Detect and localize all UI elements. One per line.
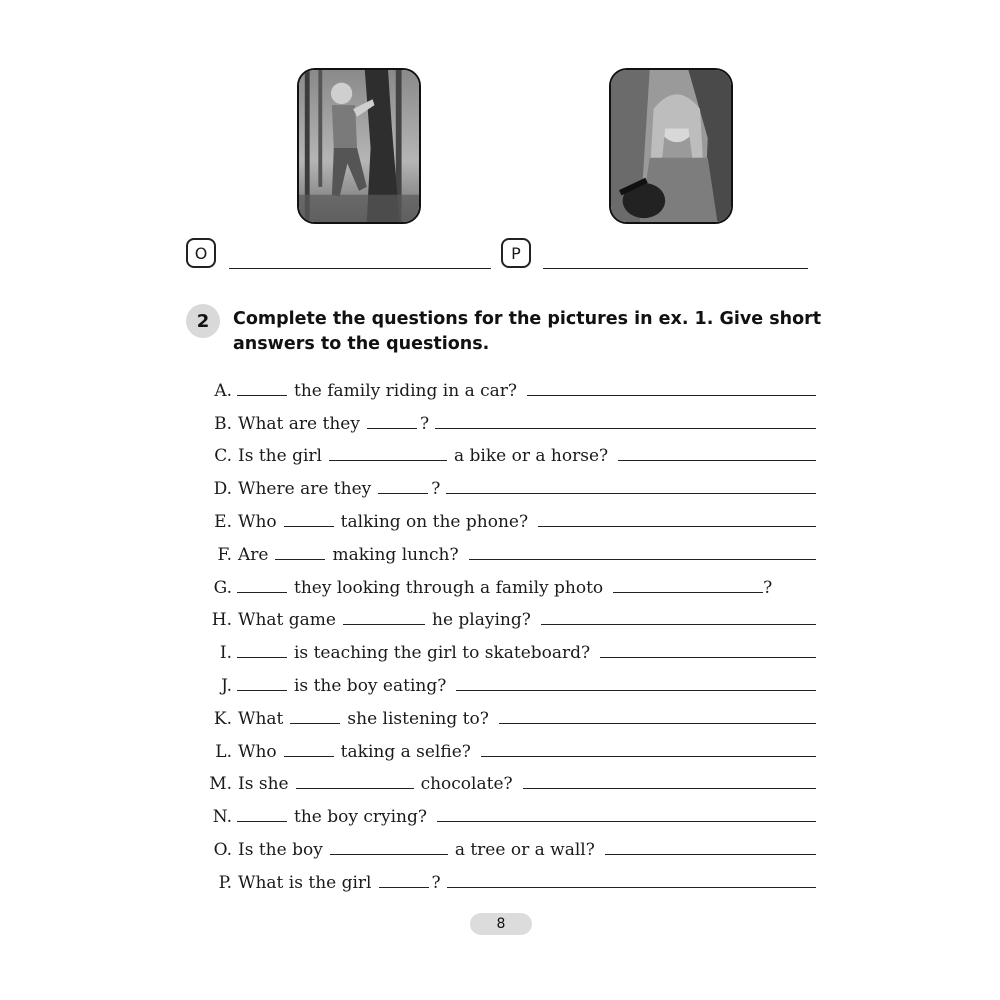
question-text: What is the girl	[238, 872, 372, 893]
photo-girl-with-guitar	[609, 68, 733, 224]
question-text: making lunch?	[332, 544, 459, 565]
question-blank[interactable]	[237, 395, 287, 396]
answer-line[interactable]	[456, 690, 816, 691]
question-k	[200, 696, 816, 729]
answer-line[interactable]	[523, 788, 816, 789]
question-blank[interactable]	[330, 854, 448, 855]
question-i	[200, 630, 816, 663]
question-blank[interactable]	[237, 690, 287, 691]
question-text: ?	[419, 413, 430, 434]
picture-p-answer-line[interactable]	[543, 268, 808, 269]
question-label: O.	[213, 839, 232, 860]
answer-line[interactable]	[618, 460, 816, 461]
question-text: they looking through a family photo	[294, 577, 604, 598]
question-blank[interactable]	[237, 657, 287, 658]
exercise-number-badge: 2	[186, 304, 220, 338]
exercise-instruction: Complete the questions for the pictures in ex. 1. Give short answers to the questions.	[233, 309, 822, 354]
question-label: D.	[213, 479, 232, 500]
question-label: A.	[214, 380, 232, 401]
answer-line[interactable]	[481, 756, 816, 757]
question-o	[200, 827, 816, 860]
question-blank[interactable]	[379, 887, 429, 888]
answer-line[interactable]	[499, 723, 816, 724]
question-blank[interactable]	[296, 788, 414, 789]
question-text: Is she	[238, 774, 289, 795]
answer-line[interactable]	[447, 887, 816, 888]
question-blank[interactable]	[290, 723, 340, 724]
picture-letter-p: P	[501, 238, 531, 268]
question-blank[interactable]	[343, 624, 425, 625]
answer-line[interactable]	[435, 428, 816, 429]
question-blank[interactable]	[237, 592, 287, 593]
question-text: a bike or a horse?	[453, 446, 609, 467]
question-text: Is the girl	[238, 446, 322, 467]
answer-line[interactable]	[469, 559, 816, 560]
question-label: H.	[211, 610, 232, 631]
answer-line[interactable]	[437, 821, 816, 822]
photo-boy-climbing-tree	[297, 68, 421, 224]
question-label: J.	[221, 675, 232, 696]
answer-line[interactable]	[446, 493, 816, 494]
question-text: ?	[763, 577, 773, 598]
question-text: ?	[431, 872, 441, 893]
question-label: C.	[214, 446, 232, 467]
question-blank[interactable]	[275, 559, 325, 560]
question-f	[200, 532, 816, 565]
question-text: What game	[238, 610, 336, 631]
question-text: Who	[238, 741, 277, 762]
question-label: P.	[218, 872, 232, 893]
question-text: ?	[431, 479, 441, 500]
question-label: N.	[212, 807, 232, 828]
question-label: K.	[213, 708, 232, 729]
question-h	[200, 598, 816, 631]
question-label: I.	[219, 643, 232, 664]
question-blank[interactable]	[367, 428, 417, 429]
question-a	[200, 368, 816, 401]
question-b	[200, 401, 816, 434]
question-text: Is the boy	[238, 839, 323, 860]
question-e	[200, 499, 816, 532]
question-text: she listening to?	[347, 708, 489, 729]
question-text: chocolate?	[420, 774, 513, 795]
picture-letter-o: O	[186, 238, 216, 268]
question-text: a tree or a wall?	[454, 839, 595, 860]
answer-line[interactable]	[527, 395, 816, 396]
question-blank[interactable]	[378, 493, 428, 494]
question-label: B.	[214, 413, 232, 434]
question-p	[200, 860, 816, 893]
question-text: What are they	[238, 413, 360, 434]
answer-line[interactable]	[605, 854, 816, 855]
question-text: Are	[238, 544, 269, 565]
question-blank[interactable]	[329, 460, 447, 461]
question-g	[200, 565, 816, 598]
question-text: is the boy eating?	[294, 675, 447, 696]
question-text: Who	[238, 511, 277, 532]
question-label: E.	[214, 511, 232, 532]
question-blank[interactable]	[237, 821, 287, 822]
question-text: he playing?	[432, 610, 531, 631]
answer-line[interactable]	[600, 657, 816, 658]
question-text: is teaching the girl to skateboard?	[294, 643, 591, 664]
question-label: L.	[215, 741, 232, 762]
question-j	[200, 663, 816, 696]
question-d	[200, 466, 816, 499]
question-text: the boy crying?	[294, 807, 428, 828]
question-text: taking a selfie?	[340, 741, 471, 762]
question-c	[200, 434, 816, 467]
question-text: talking on the phone?	[340, 511, 529, 532]
picture-o-answer-line[interactable]	[229, 268, 491, 269]
question-blank[interactable]	[284, 526, 334, 527]
answer-line[interactable]	[541, 624, 816, 625]
question-l	[200, 729, 816, 762]
question-text: the family riding in a car?	[294, 380, 518, 401]
answer-line[interactable]	[538, 526, 816, 527]
question-blank[interactable]	[284, 756, 334, 757]
question-label: M.	[209, 774, 232, 795]
question-label: F.	[217, 544, 232, 565]
question-list	[200, 368, 816, 893]
question-label: G.	[213, 577, 232, 598]
question-text: What	[238, 708, 284, 729]
answer-line[interactable]	[613, 592, 763, 593]
question-m	[200, 762, 816, 795]
question-text: Where are they	[238, 479, 372, 500]
question-n	[200, 794, 816, 827]
page-number: 8	[470, 913, 532, 935]
